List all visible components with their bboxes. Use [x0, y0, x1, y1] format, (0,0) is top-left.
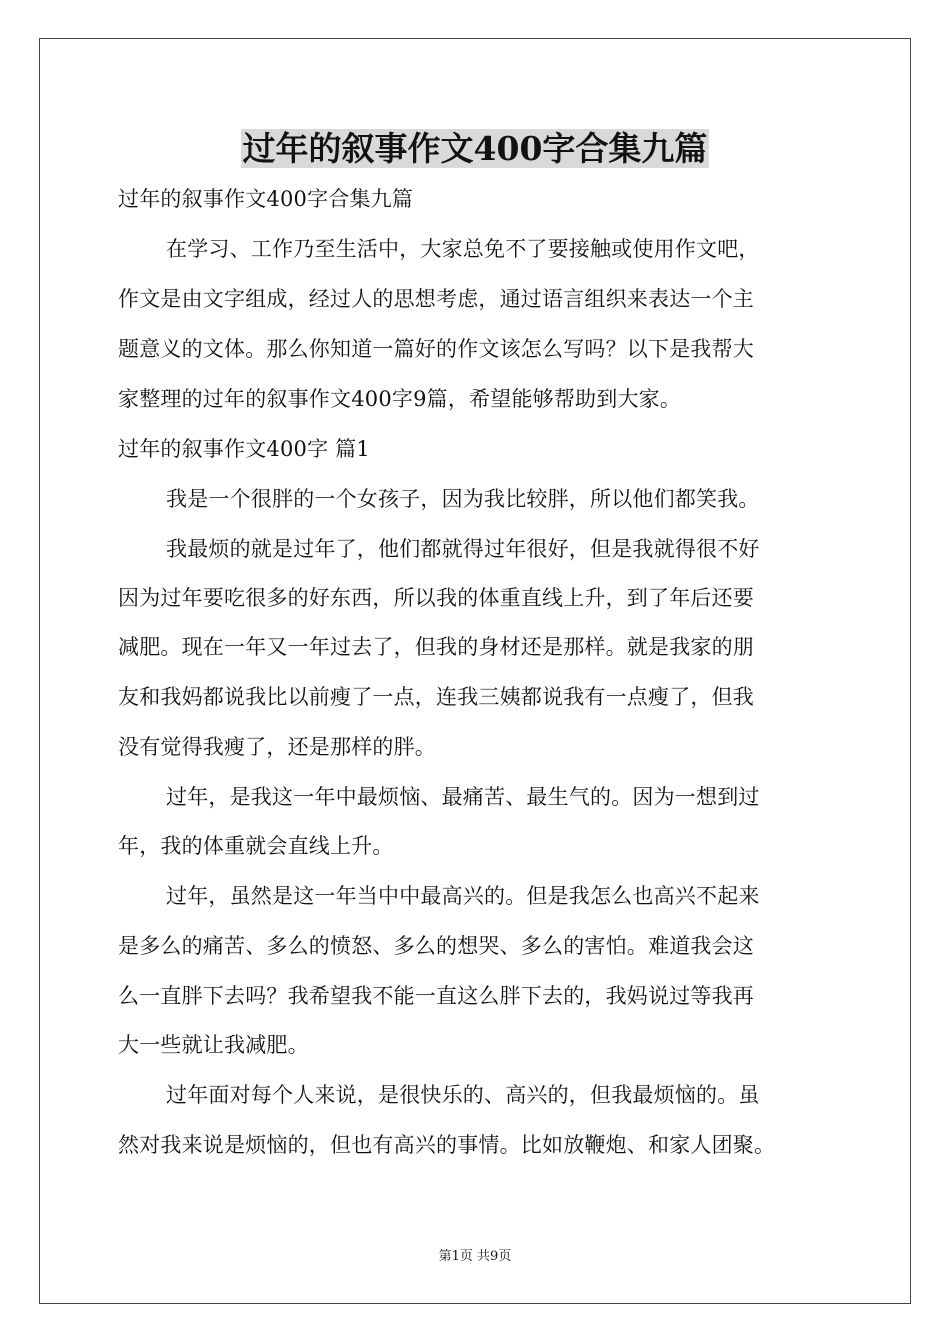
- paragraph-line: 么一直胖下去吗？我希望我不能一直这么胖下去的，我妈说过等我再: [118, 984, 754, 1008]
- document-title: [0, 126, 950, 172]
- paragraph-line: 减肥。现在一年又一年过去了，但我的身材还是那样。就是我家的朋: [118, 635, 754, 659]
- paragraph-line: 没有觉得我瘦了，还是那样的胖。: [118, 735, 436, 759]
- page-border: [39, 38, 911, 1304]
- paragraph-line: 作文是由文字组成，经过人的思想考虑，通过语言组织来表达一个主: [118, 287, 754, 311]
- document-title-text: 过年的叙事作文400字合集九篇: [242, 129, 708, 168]
- paragraph-line: 友和我妈都说我比以前瘦了一点，连我三姨都说我有一点瘦了，但我: [118, 685, 754, 709]
- paragraph-line: 过年，虽然是这一年当中中最高兴的。但是我怎么也高兴不起来: [166, 884, 760, 908]
- paragraph-line: 然对我来说是烦恼的，但也有高兴的事情。比如放鞭炮、和家人团聚。: [118, 1133, 776, 1157]
- paragraph-line: 我是一个很胖的一个女孩子，因为我比较胖，所以他们都笑我。: [166, 487, 760, 511]
- page-footer: 第1页 共9页: [438, 1249, 512, 1264]
- paragraph-line: 是多么的痛苦、多么的愤怒、多么的想哭、多么的害怕。难道我会这: [118, 934, 754, 958]
- paragraph-line: 我最烦的就是过年了，他们都就得过年很好，但是我就得很不好: [166, 537, 760, 561]
- subtitle-line: 过年的叙事作文400字合集九篇: [118, 187, 414, 211]
- paragraph-line: 过年面对每个人来说，是很快乐的、高兴的，但我最烦恼的。虽: [166, 1083, 760, 1107]
- paragraph-line: 在学习、工作乃至生活中，大家总免不了要接触或使用作文吧，: [166, 237, 760, 261]
- paragraph-line: 因为过年要吃很多的好东西，所以我的体重直线上升，到了年后还要: [118, 586, 754, 610]
- paragraph-line: 年，我的体重就会直线上升。: [118, 834, 394, 858]
- paragraph-line: 大一些就让我减肥。: [118, 1033, 309, 1057]
- paragraph-line: 题意义的文体。那么你知道一篇好的作文该怎么写吗？以下是我帮大: [118, 337, 754, 361]
- paragraph-line: 过年，是我这一年中最烦恼、最痛苦、最生气的。因为一想到过: [166, 785, 760, 809]
- section-heading: 过年的叙事作文400字 篇1: [118, 437, 370, 461]
- paragraph-line: 家整理的过年的叙事作文400字9篇，希望能够帮助到大家。: [118, 387, 682, 411]
